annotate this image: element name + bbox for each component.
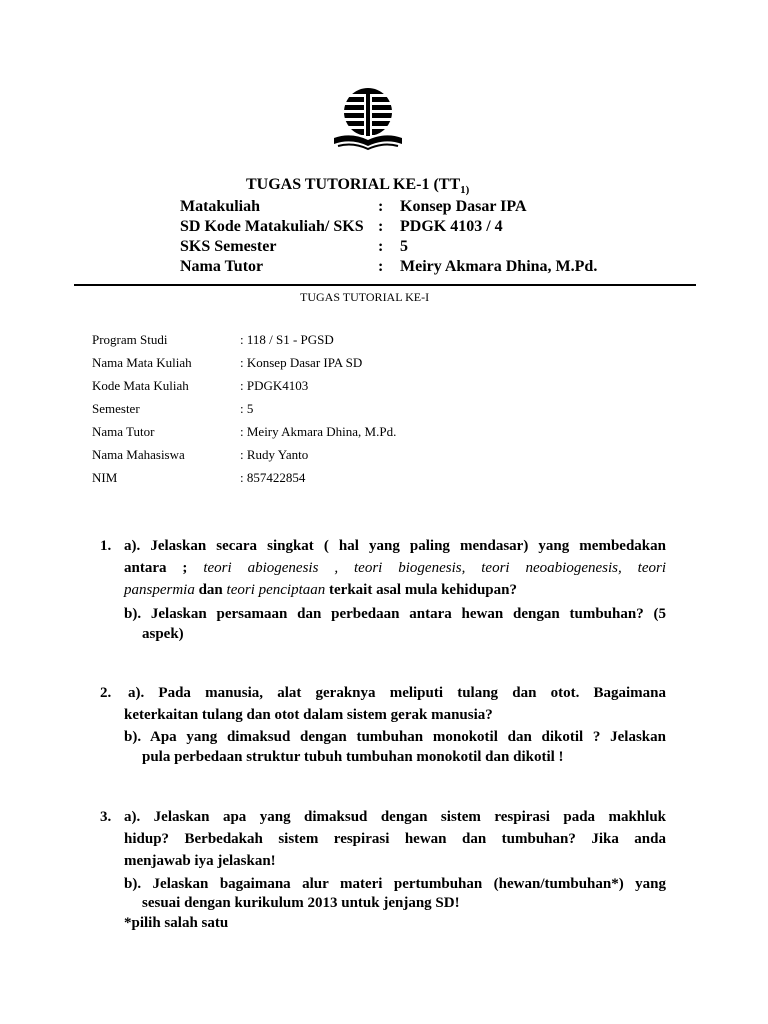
info-label-tutor: Nama Tutor	[92, 424, 155, 439]
info-label-course-name: Nama Mata Kuliah	[92, 355, 192, 370]
info-label-course-code: Kode Mata Kuliah	[92, 378, 189, 393]
question-1-a-line3-post: terkait asal mula kehidupan?	[325, 582, 517, 598]
question-1-b-line2: aspek)	[142, 626, 184, 642]
question-1-a-line3-and: dan	[194, 582, 227, 598]
question-1-a-line2-pre: antara ;	[124, 560, 188, 576]
header-divider	[74, 284, 696, 286]
question-1-a-line1: a). Jelaskan secara singkat ( hal yang paling mendasar) yang membedakan	[124, 538, 666, 554]
question-2-a-line2: keterkaitan tulang dan otot dalam sistem gerak manusia?	[124, 707, 493, 723]
question-1-theories: teori abiogenesis , teori biogenesis, teori neoabiogenesis, teori	[203, 560, 666, 576]
header-label-semester: SKS Semester	[180, 238, 277, 255]
section-subtitle: TUGAS TUTORIAL KE-I	[300, 290, 430, 304]
info-value-nim: : 857422854	[240, 470, 306, 485]
header-value-course: Konsep Dasar IPA	[400, 198, 527, 215]
info-label-student-name: Nama Mahasiswa	[92, 447, 185, 462]
info-value-tutor: : Meiry Akmara Dhina, M.Pd.	[240, 424, 397, 439]
question-3-note: *pilih salah satu	[124, 915, 229, 931]
question-3-a-line3: menjawab iya jelaskan!	[124, 853, 276, 869]
header-value-semester: 5	[400, 238, 408, 255]
question-2-a-line1: a). Pada manusia, alat geraknya meliputi tulang dan otot. Bagaimana	[128, 685, 666, 701]
university-logo	[328, 86, 408, 154]
header-value-code: PDGK 4103 / 4	[400, 218, 503, 235]
question-1-number: 1.	[100, 538, 112, 554]
info-label-nim: NIM	[92, 470, 118, 485]
question-1-a-line3	[124, 579, 517, 601]
info-value-program: : 118 / S1 - PGSD	[240, 332, 334, 347]
question-1-b-line1: b). Jelaskan persamaan dan perbedaan antara hewan dengan tumbuhan? (5	[124, 606, 666, 622]
question-2-b-line1: b). Apa yang dimaksud dengan tumbuhan monokotil dan dikotil ? Jelaskan	[124, 729, 666, 745]
header-sep-semester: :	[378, 238, 384, 255]
info-value-student-name: : Rudy Yanto	[240, 447, 309, 462]
header-value-tutor: Meiry Akmara Dhina, M.Pd.	[400, 258, 598, 275]
question-3-number: 3.	[100, 809, 112, 825]
info-value-course-name: : Konsep Dasar IPA SD	[240, 355, 363, 370]
info-value-course-code: : PDGK4103	[240, 378, 309, 393]
header-sep-tutor: :	[378, 258, 384, 275]
question-2-b-line2: pula perbedaan struktur tubuh tumbuhan monokotil dan dikotil !	[142, 749, 564, 765]
question-1-a-line2	[124, 557, 666, 579]
question-3-a-line2: hidup? Berbedakah sistem respirasi hewan dan tumbuhan? Jika anda	[124, 831, 666, 847]
header-sep-code: :	[378, 218, 384, 235]
question-3-b-line1: b). Jelaskan bagaimana alur materi pertumbuhan (hewan/tumbuhan*) yang	[124, 876, 666, 892]
question-1-theory-creation: teori penciptaan	[226, 582, 326, 598]
header-sep-course: :	[378, 198, 384, 215]
header-label-code: SD Kode Matakuliah/ SKS	[180, 218, 364, 235]
question-2-number: 2.	[100, 685, 112, 701]
question-1-theory-panspermia: panspermia	[124, 582, 195, 598]
info-label-semester: Semester	[92, 401, 140, 416]
header-label-tutor: Nama Tutor	[180, 258, 264, 275]
info-value-semester: : 5	[240, 401, 254, 416]
question-3-b-line2: sesuai dengan kurikulum 2013 untuk jenjang SD!	[142, 895, 460, 911]
header-label-course: Matakuliah	[180, 198, 261, 215]
assignment-title: TUGAS TUTORIAL KE-1 ($TT_{1)}$	[246, 176, 470, 197]
question-3-a-line1: a). Jelaskan apa yang dimaksud dengan sistem respirasi pada makhluk	[124, 809, 666, 825]
info-label-program: Program Studi	[92, 332, 168, 347]
